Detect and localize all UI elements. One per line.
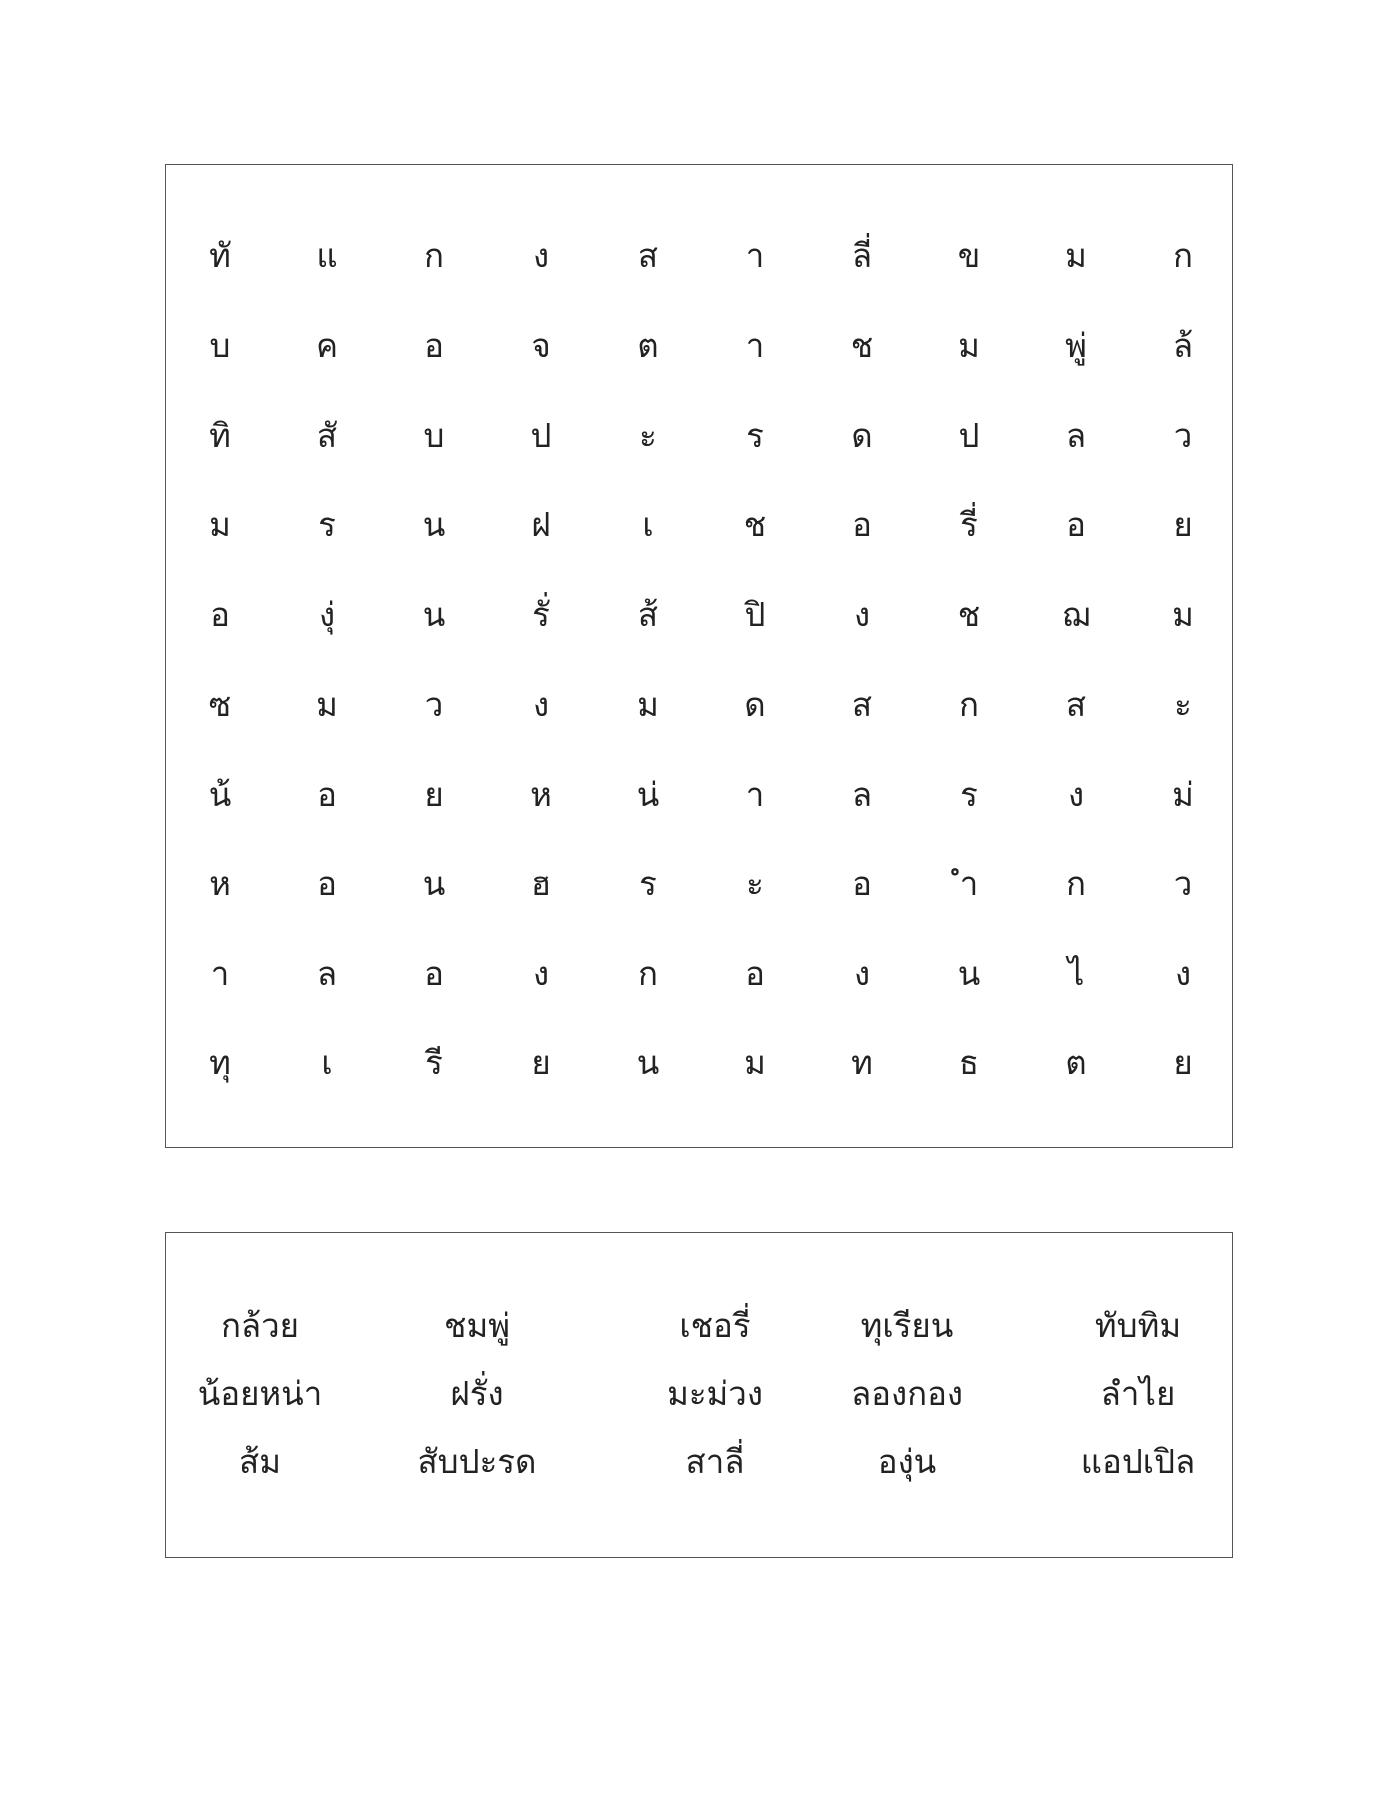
grid-letter: ว xyxy=(1173,864,1193,903)
grid-letter: ร xyxy=(960,775,978,814)
grid-letter: ว xyxy=(1173,416,1193,455)
grid-letter: ห xyxy=(209,864,231,903)
grid-letter: น xyxy=(957,954,981,993)
grid-letter: ม xyxy=(744,1043,766,1082)
word-list-box xyxy=(165,1232,1233,1558)
grid-letter: ม่ xyxy=(1172,775,1194,814)
grid-letter: ง xyxy=(532,685,550,724)
word-list-item: แอปเปิล xyxy=(1080,1442,1196,1481)
word-list-item: มะม่วง xyxy=(667,1374,763,1413)
grid-letter: ปิ xyxy=(744,595,766,634)
grid-letter: อ xyxy=(852,505,872,544)
grid-letter: ร xyxy=(746,416,764,455)
grid-letter: ล xyxy=(1065,416,1087,455)
grid-letter: อ xyxy=(424,954,444,993)
grid-letter: ต xyxy=(637,326,659,365)
grid-letter: ง xyxy=(532,954,550,993)
grid-letter: ช xyxy=(850,326,874,365)
grid-letter: ง xyxy=(532,236,550,275)
grid-letter: ะ xyxy=(746,864,764,903)
grid-letter: ซ xyxy=(208,685,232,724)
grid-letter: ง xyxy=(853,595,871,634)
grid-letter: น xyxy=(422,864,446,903)
grid-letter: ง xyxy=(1067,775,1085,814)
grid-letter: ก xyxy=(424,236,444,275)
grid-letter: รี่ xyxy=(960,505,978,544)
word-list-item: สาลี่ xyxy=(685,1442,745,1481)
grid-letter: ะ xyxy=(1174,685,1192,724)
grid-letter: ทั xyxy=(209,236,231,275)
grid-letter: อ xyxy=(745,954,765,993)
grid-letter: ส้ xyxy=(637,595,659,634)
grid-letter: ฝ xyxy=(531,505,551,544)
grid-letter: สั xyxy=(316,416,338,455)
word-list-item: องุ่น xyxy=(877,1442,937,1481)
grid-letter: ย xyxy=(1173,1043,1193,1082)
grid-letter: ล xyxy=(851,775,873,814)
grid-letter: จ xyxy=(531,326,551,365)
grid-letter: ก xyxy=(1173,236,1193,275)
grid-letter: อ xyxy=(424,326,444,365)
word-list-item: ทุเรียน xyxy=(860,1306,954,1345)
grid-letter: ช xyxy=(957,595,981,634)
grid-letter: ย xyxy=(424,775,444,814)
grid-letter: ร xyxy=(318,505,336,544)
grid-letter: ร xyxy=(639,864,657,903)
word-list-item: ทับทิม xyxy=(1094,1306,1182,1345)
grid-letter: ด xyxy=(851,416,873,455)
word-list-item: เชอรี่ xyxy=(679,1306,751,1345)
grid-letter: เ xyxy=(642,505,654,544)
grid-letter: พู่ xyxy=(1065,326,1087,365)
grid-letter: า xyxy=(745,775,765,814)
grid-letter: า xyxy=(745,236,765,275)
grid-letter: ฮ xyxy=(530,864,552,903)
grid-letter: รั่ xyxy=(532,595,550,634)
grid-letter: ย xyxy=(531,1043,551,1082)
grid-letter: ม xyxy=(1065,236,1087,275)
grid-letter: ม xyxy=(1172,595,1194,634)
grid-letter: ะ xyxy=(639,416,657,455)
grid-letter: ท xyxy=(851,1043,873,1082)
grid-letter: น้ xyxy=(208,775,232,814)
grid-letter: อ xyxy=(317,864,337,903)
grid-letter: ต xyxy=(1065,1043,1087,1082)
grid-letter: ค xyxy=(315,326,339,365)
grid-letter: อ xyxy=(210,595,230,634)
grid-letter: ด xyxy=(744,685,766,724)
word-list-item: ลองกอง xyxy=(850,1374,964,1413)
grid-letter: า xyxy=(210,954,230,993)
word-list-item: สับปะรด xyxy=(417,1442,537,1481)
word-list-item: ชมพู่ xyxy=(444,1306,510,1345)
grid-letter: ทุ xyxy=(209,1043,231,1082)
grid-letter: น xyxy=(422,505,446,544)
grid-letter: อ xyxy=(852,864,872,903)
grid-letter: ล้ xyxy=(1172,326,1194,365)
grid-letter: ก xyxy=(1066,864,1086,903)
grid-letter: ง xyxy=(1174,954,1192,993)
word-list-item: ฝรั่ง xyxy=(450,1374,504,1413)
letter-grid xyxy=(165,164,1233,1148)
grid-letter: ไ xyxy=(1067,954,1085,993)
grid-letter: ห xyxy=(530,775,552,814)
grid-letter: ว xyxy=(424,685,444,724)
word-list-item: ส้ม xyxy=(239,1442,281,1481)
grid-letter: ป xyxy=(958,416,980,455)
grid-letter: ม xyxy=(209,505,231,544)
grid-letter: ย xyxy=(1173,505,1193,544)
grid-letter: น xyxy=(422,595,446,634)
grid-letter: งุ่ xyxy=(318,595,336,634)
grid-letter: ง xyxy=(853,954,871,993)
grid-letter: น่ xyxy=(636,775,660,814)
grid-letter: อ xyxy=(317,775,337,814)
grid-letter: ส xyxy=(851,685,873,724)
grid-letter: รี xyxy=(425,1043,443,1082)
grid-letter: ก xyxy=(638,954,658,993)
grid-letter: ข xyxy=(957,236,981,275)
grid-letter: บ xyxy=(423,416,445,455)
grid-letter: ช xyxy=(743,505,767,544)
grid-letter: ฌ xyxy=(1061,595,1091,634)
grid-letter: ม xyxy=(958,326,980,365)
grid-letter: ทิ xyxy=(209,416,231,455)
grid-letter: ำ xyxy=(959,864,979,903)
grid-letter: ธ xyxy=(958,1043,980,1082)
grid-letter: ป xyxy=(530,416,552,455)
grid-letter: ม xyxy=(316,685,338,724)
grid-letter: น xyxy=(636,1043,660,1082)
grid-letter: อ xyxy=(1066,505,1086,544)
grid-letter: ก xyxy=(959,685,979,724)
grid-letter: แ xyxy=(316,236,338,275)
word-list-item: น้อยหน่า xyxy=(197,1374,323,1413)
word-list-item: กล้วย xyxy=(220,1306,300,1345)
grid-letter: ลี่ xyxy=(851,236,873,275)
grid-letter: ม xyxy=(637,685,659,724)
grid-letter: บ xyxy=(209,326,231,365)
grid-letter: ล xyxy=(316,954,338,993)
grid-letter: า xyxy=(745,326,765,365)
word-list-item: ลำไย xyxy=(1100,1374,1176,1413)
grid-letter: เ xyxy=(321,1043,333,1082)
grid-letter: ส xyxy=(637,236,659,275)
grid-letter: ส xyxy=(1065,685,1087,724)
